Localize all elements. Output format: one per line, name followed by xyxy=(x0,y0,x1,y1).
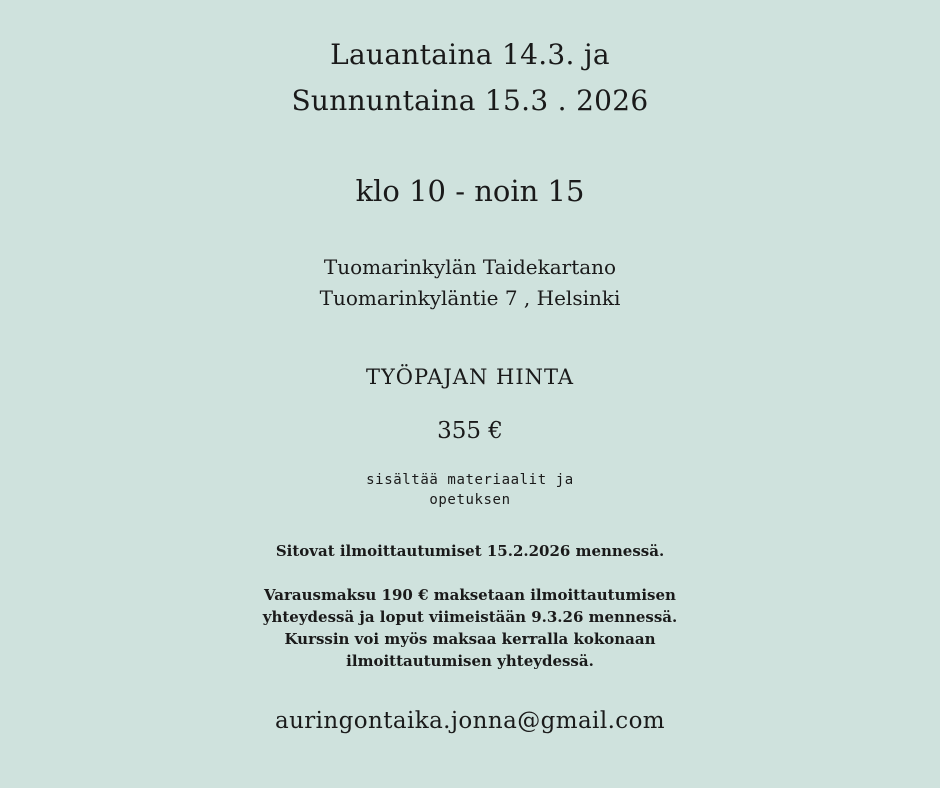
payment-line-3: Kurssin voi myös maksaa kerralla kokonaan xyxy=(284,630,656,648)
price-includes-line-2: opetuksen xyxy=(429,492,511,508)
payment-line-1: Varausmaksu 190 € maksetaan ilmoittautumisen xyxy=(264,586,676,604)
payment-line-4: ilmoittautumisen yhteydessä. xyxy=(346,652,594,670)
price-heading: TYÖPAJAN HINTA xyxy=(365,365,575,389)
venue-name: Tuomarinkylän Taidekartano xyxy=(323,255,617,279)
venue-address: Tuomarinkyläntie 7 , Helsinki xyxy=(319,286,621,310)
price-amount: 355 € xyxy=(437,418,503,444)
payment-line-2: yhteydessä ja loput viimeistään 9.3.26 mennessä. xyxy=(262,608,678,626)
time-range: klo 10 - noin 15 xyxy=(355,174,585,208)
price-includes-line-1: sisältää materiaalit ja xyxy=(366,472,574,488)
dates-line-1: Lauantaina 14.3. ja xyxy=(330,38,610,71)
dates-line-2: Sunnuntaina 15.3 . 2026 xyxy=(291,84,649,117)
contact-email: auringontaika.jonna@gmail.com xyxy=(274,708,666,734)
registration-deadline: Sitovat ilmoittautumiset 15.2.2026 mennessä. xyxy=(275,542,665,560)
